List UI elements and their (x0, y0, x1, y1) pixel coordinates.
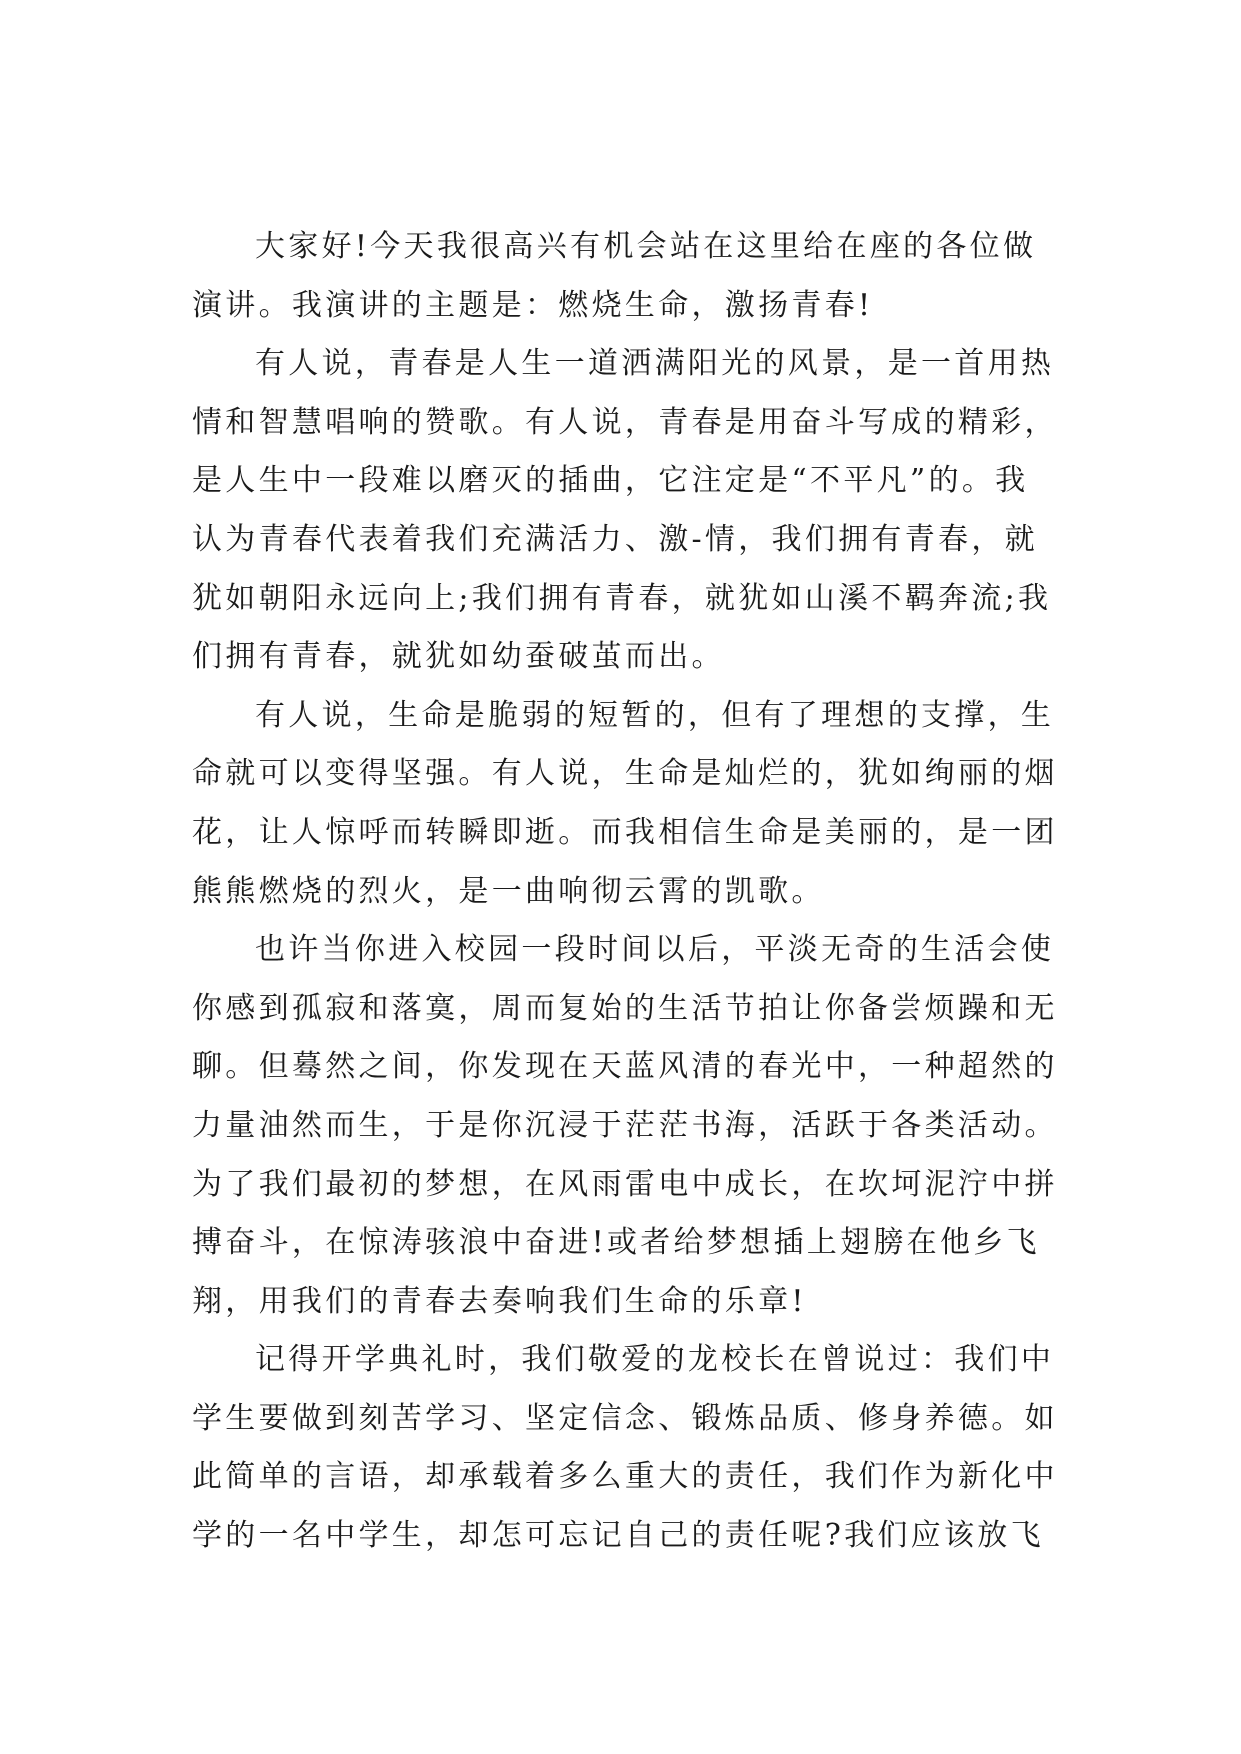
text-line: 情和智慧唱响的赞歌。有人说，青春是用奋斗写成的精彩， (192, 404, 1058, 440)
text-line: 有人说，青春是人生一道洒满阳光的风景，是一首用热 (255, 346, 1055, 382)
text-line: 记得开学典礼时，我们敬爱的龙校长在曾说过：我们中 (255, 1342, 1055, 1378)
text-line: 是人生中一段难以磨灭的插曲，它注定是“不平凡”的。我 (192, 463, 1029, 499)
text-line: 翔，用我们的青春去奏响我们生命的乐章! (192, 1283, 807, 1319)
text-line: 学生要做到刻苦学习、坚定信念、锻炼品质、修身养德。如 (192, 1400, 1058, 1436)
text-line: 也许当你进入校园一段时间以后，平淡无奇的生活会使 (255, 932, 1055, 968)
text-line: 演讲。我演讲的主题是：燃烧生命，激扬青春! (192, 287, 874, 323)
text-line: 搏奋斗，在惊涛骇浪中奋进!或者给梦想插上翅膀在他乡飞 (192, 1225, 1040, 1261)
text-line: 犹如朝阳永远向上;我们拥有青春，就犹如山溪不羁奔流;我 (192, 580, 1052, 616)
text-line: 为了我们最初的梦想，在风雨雷电中成长，在坎坷泥泞中拼 (192, 1166, 1058, 1202)
text-line: 学的一名中学生，却怎可忘记自己的责任呢?我们应该放飞 (192, 1518, 1044, 1554)
text-line: 大家好!今天我很高兴有机会站在这里给在座的各位做 (255, 229, 1037, 264)
text-line: 们拥有青春，就犹如幼蚕破茧而出。 (192, 639, 725, 675)
text-line: 认为青春代表着我们充满活力、激-情，我们拥有青春，就 (192, 521, 1038, 557)
text-line: 此简单的言语，却承载着多么重大的责任，我们作为新化中 (192, 1459, 1058, 1495)
text-line: 命就可以变得坚强。有人说，生命是灿烂的，犹如绚丽的烟 (192, 756, 1058, 792)
text-line: 力量油然而生，于是你沉浸于茫茫书海，活跃于各类活动。 (192, 1107, 1058, 1143)
text-line: 聊。但蓦然之间，你发现在天蓝风清的春光中，一种超然的 (192, 1049, 1058, 1085)
text-line: 你感到孤寂和落寞，周而复始的生活节拍让你备尝烦躁和无 (192, 990, 1058, 1026)
text-line: 花，让人惊呼而转瞬即逝。而我相信生命是美丽的，是一团 (192, 814, 1058, 850)
text-line: 有人说，生命是脆弱的短暂的，但有了理想的支撑，生 (255, 697, 1055, 733)
text-line: 熊熊燃烧的烈火，是一曲响彻云霄的凯歌。 (192, 873, 825, 909)
document-body (192, 218, 1058, 1566)
